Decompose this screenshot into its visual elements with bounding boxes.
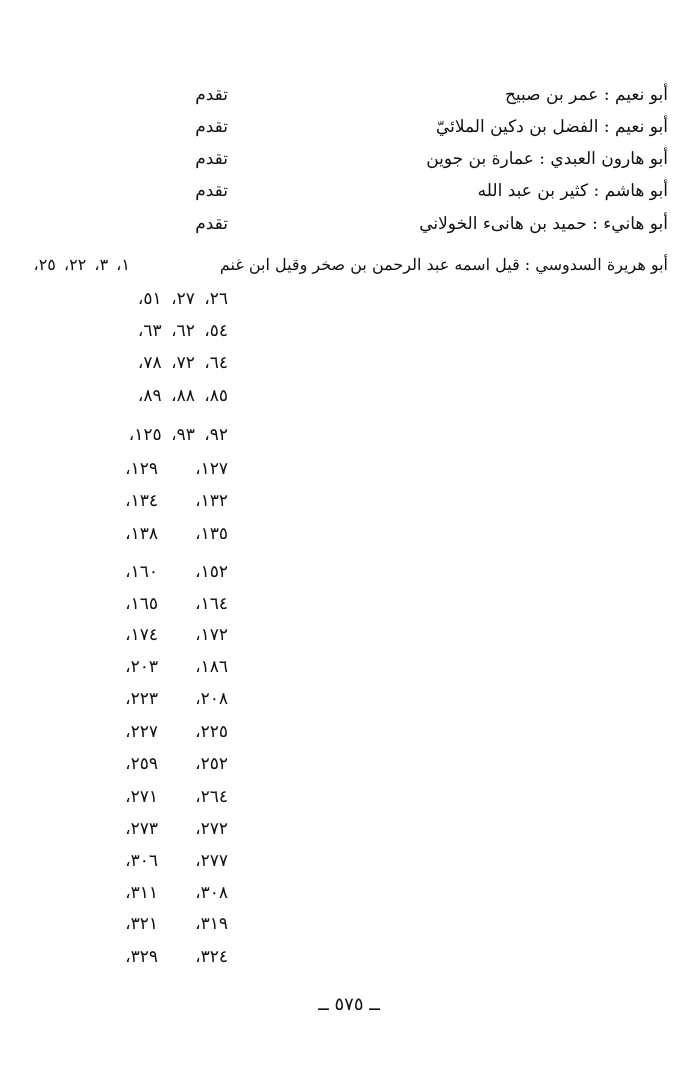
entry-ref: تقدم <box>195 149 228 169</box>
entry-ref: تقدم <box>195 85 228 105</box>
ref-row: ٨٥، ٨٨، ٨٩، <box>137 386 228 406</box>
ref-number: ٣١١، <box>125 883 158 903</box>
entry-name: أبو نعيم : الفضل بن دكين الملائيّ <box>435 117 668 137</box>
ref-number: ١٣٥، <box>195 524 228 544</box>
ref-number: ١٣٢، <box>195 491 228 511</box>
ref-number: ٣٠٨، <box>195 883 228 903</box>
ref-number: ٣٢٩، <box>125 947 158 967</box>
ref-number: ٢٧٧، <box>195 851 228 871</box>
page-number: ــ ٥٧٥ ــ <box>318 994 380 1015</box>
ref-number: ١٦٤، <box>195 594 228 614</box>
ref-number: ٣٠٦، <box>125 851 158 871</box>
entry-ref: تقدم <box>195 214 228 234</box>
entry-name: أبو هارون العبدي : عمارة بن جوين <box>426 149 668 169</box>
ref-number: ٣١٩، <box>195 914 228 934</box>
ref-number: ١٢٩، <box>125 459 158 479</box>
ref-number: ٢٧٣، <box>125 819 158 839</box>
ref-row: ٩٢، ٩٣، ١٢٥، <box>128 425 228 445</box>
entry-ref: تقدم <box>195 117 228 137</box>
ref-number: ١٦٥، <box>125 594 158 614</box>
entry-name: أبو نعيم : عمر بن صبيح <box>504 85 668 105</box>
ref-number: ٢٥٩، <box>125 754 158 774</box>
main-entry-name: أبو هريرة السدوسي : قيل اسمه عبد الرحمن بن صخر وقيل ابن غنم <box>219 255 668 274</box>
ref-number: ٢٢٧، <box>125 722 158 742</box>
ref-number: ١٥٢، <box>195 562 228 582</box>
ref-row: ٥٤، ٦٢، ٦٣، <box>137 321 228 341</box>
ref-number: ١٧٢، <box>195 625 228 645</box>
entry-name: أبو هاشم : كثير بن عبد الله <box>477 181 668 201</box>
ref-number: ١٢٧، <box>195 459 228 479</box>
ref-number: ١٣٨، <box>125 524 158 544</box>
ref-number: ٢٧٢، <box>195 819 228 839</box>
ref-number: ٢٥٢، <box>195 754 228 774</box>
ref-number: ٢٢٣، <box>125 689 158 709</box>
ref-row: ٦٤، ٧٢، ٧٨، <box>137 353 228 373</box>
ref-number: ٣٢١، <box>125 914 158 934</box>
ref-number: ٢٦٤، <box>195 787 228 807</box>
main-entry-first-refs: ١، ٣، ٢٢، ٢٥، <box>33 255 130 274</box>
entry-ref: تقدم <box>195 181 228 201</box>
ref-number: ١٧٤، <box>125 625 158 645</box>
ref-number: ٢٠٨، <box>195 689 228 709</box>
ref-number: ٢٧١، <box>125 787 158 807</box>
ref-number: ٣٢٤، <box>195 947 228 967</box>
ref-number: ١٦٠، <box>125 562 158 582</box>
ref-number: ٢٠٣، <box>125 657 158 677</box>
ref-number: ٢٢٥، <box>195 722 228 742</box>
ref-number: ١٣٤، <box>125 491 158 511</box>
entry-name: أبو هانيء : حميد بن هانىء الخولاني <box>419 214 668 234</box>
ref-row: ٢٦، ٢٧، ٥١، <box>137 289 228 309</box>
ref-number: ١٨٦، <box>195 657 228 677</box>
